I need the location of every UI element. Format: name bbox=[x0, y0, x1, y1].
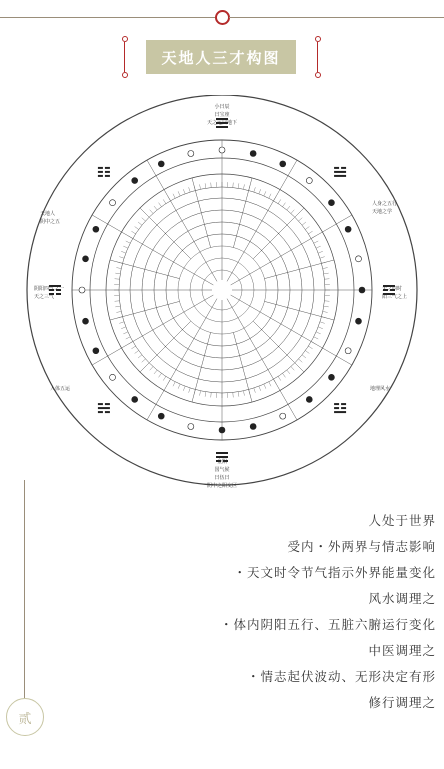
left-label-2: 阴中之五 bbox=[40, 219, 61, 225]
spoke-line bbox=[92, 295, 213, 365]
tick-mark bbox=[299, 359, 303, 362]
trigram-bar bbox=[216, 456, 228, 458]
moon-phase-icon bbox=[110, 200, 116, 206]
tick-mark bbox=[233, 183, 234, 188]
moon-phase-icon bbox=[280, 161, 286, 167]
tick-mark bbox=[324, 301, 329, 302]
tick-mark bbox=[163, 376, 166, 380]
tick-mark bbox=[316, 246, 321, 248]
moon-phase-icon bbox=[219, 147, 225, 153]
tick-mark bbox=[138, 222, 142, 225]
tick-mark bbox=[121, 327, 126, 329]
text-line: ・情志起伏波动、无形决定有形 bbox=[246, 669, 436, 684]
tick-mark bbox=[238, 392, 239, 397]
tick-mark bbox=[163, 199, 166, 203]
tick-mark bbox=[116, 311, 121, 312]
tick-mark bbox=[308, 346, 312, 349]
spoke-line bbox=[231, 215, 352, 285]
left-label-3: 阴阳四气之一 bbox=[34, 286, 65, 292]
tick-mark bbox=[115, 273, 120, 274]
trigram-bar bbox=[98, 411, 103, 413]
tick-mark bbox=[259, 386, 261, 391]
tick-mark bbox=[150, 367, 153, 371]
right-label-3: 天之四时 bbox=[382, 286, 403, 292]
trigram-bar bbox=[216, 126, 228, 128]
tick-mark bbox=[126, 241, 130, 243]
tick-mark bbox=[200, 184, 201, 189]
tick-mark bbox=[233, 392, 234, 397]
spoke-line bbox=[147, 299, 217, 420]
tick-mark bbox=[142, 359, 146, 362]
tick-mark bbox=[194, 186, 195, 191]
tick-mark bbox=[189, 388, 191, 393]
moon-phase-icon bbox=[93, 226, 99, 232]
tick-mark bbox=[299, 218, 303, 221]
left-label-4: 天之三气 bbox=[34, 294, 55, 300]
tick-mark bbox=[264, 191, 266, 196]
tick-mark bbox=[189, 187, 191, 192]
section-number: 贰 bbox=[18, 711, 32, 727]
text-line: 中医调理之 bbox=[368, 643, 436, 658]
spoke-line bbox=[227, 299, 297, 420]
tick-mark bbox=[295, 214, 299, 218]
tick-mark bbox=[168, 379, 171, 383]
bottom-label-4: 阴中之阳交区 bbox=[206, 483, 238, 489]
tick-mark bbox=[274, 379, 277, 383]
moon-phase-icon bbox=[158, 413, 164, 419]
tick-mark bbox=[142, 218, 146, 221]
tick-mark bbox=[283, 203, 286, 207]
tick-mark bbox=[126, 337, 130, 339]
tick-mark bbox=[291, 210, 294, 214]
trigram-bar bbox=[56, 293, 61, 295]
tick-mark bbox=[211, 392, 212, 397]
tick-mark bbox=[135, 351, 139, 354]
tick-mark bbox=[254, 388, 256, 393]
trigram-bar bbox=[334, 403, 339, 405]
tick-mark bbox=[211, 183, 212, 188]
tick-mark bbox=[131, 231, 135, 234]
tick-mark bbox=[154, 206, 157, 210]
tick-mark bbox=[119, 322, 124, 324]
tick-mark bbox=[320, 322, 325, 324]
top-divider-left bbox=[0, 17, 215, 18]
text-line: 受内・外两界与情志影响 bbox=[287, 539, 436, 554]
tick-mark bbox=[324, 306, 329, 307]
tick-mark bbox=[283, 373, 286, 377]
trigram-bar bbox=[105, 403, 110, 405]
bottom-label-1: 金阳 bbox=[216, 459, 228, 465]
tick-mark bbox=[314, 241, 318, 243]
trigram-bar bbox=[334, 411, 346, 413]
three-talents-diagram bbox=[0, 95, 444, 495]
section-badge bbox=[6, 698, 44, 736]
tick-mark bbox=[249, 389, 250, 394]
tick-mark bbox=[318, 327, 323, 329]
tick-mark bbox=[254, 187, 256, 192]
trigram-bar bbox=[98, 171, 103, 173]
tick-mark bbox=[311, 236, 315, 239]
spoke-line bbox=[92, 215, 213, 285]
trigram-bar bbox=[105, 411, 110, 413]
tick-mark bbox=[154, 370, 157, 374]
tick-mark bbox=[302, 355, 306, 358]
tick-mark bbox=[278, 199, 281, 203]
title-decoration-right bbox=[315, 36, 321, 78]
tick-mark bbox=[115, 306, 120, 307]
bottom-label-3: 曰伍曰 bbox=[214, 475, 230, 481]
tick-mark bbox=[159, 373, 162, 377]
trigram-bar bbox=[341, 403, 346, 405]
tick-mark bbox=[146, 363, 150, 367]
top-divider-circle-icon bbox=[215, 10, 230, 25]
right-label-4: 阳三气之上 bbox=[382, 294, 408, 300]
tick-mark bbox=[321, 317, 326, 318]
tick-mark bbox=[121, 251, 126, 253]
moon-phase-icon bbox=[79, 287, 85, 293]
moon-phase-icon bbox=[188, 423, 194, 429]
tick-mark bbox=[178, 384, 180, 389]
moon-phase-icon bbox=[328, 374, 334, 380]
trigram-bar bbox=[105, 167, 110, 169]
moon-phase-icon bbox=[83, 318, 89, 324]
moon-phase-icon bbox=[359, 287, 365, 293]
left-label-1: 天地人 bbox=[40, 211, 56, 217]
tick-mark bbox=[119, 257, 124, 259]
tick-mark bbox=[115, 279, 120, 280]
tick-mark bbox=[138, 355, 142, 358]
moon-phase-icon bbox=[219, 427, 225, 433]
text-line: 修行调理之 bbox=[368, 695, 436, 710]
tick-mark bbox=[249, 186, 250, 191]
text-line: 人处于世界 bbox=[368, 513, 436, 528]
tick-mark bbox=[316, 332, 321, 334]
trigram-bar bbox=[98, 407, 110, 409]
tick-mark bbox=[128, 342, 132, 345]
tick-mark bbox=[259, 189, 261, 194]
tick-mark bbox=[150, 210, 153, 214]
tick-mark bbox=[168, 196, 171, 200]
trigram-bar bbox=[334, 407, 339, 409]
tick-mark bbox=[135, 227, 139, 230]
description-text bbox=[220, 508, 436, 716]
moon-phase-icon bbox=[132, 396, 138, 402]
trigram-bar bbox=[98, 175, 103, 177]
tick-mark bbox=[173, 382, 175, 386]
tick-mark bbox=[131, 346, 135, 349]
moon-phase-icon bbox=[158, 161, 164, 167]
tick-mark bbox=[320, 257, 325, 259]
tick-mark bbox=[278, 376, 281, 380]
right-label-5: 地理风水 bbox=[370, 386, 391, 392]
page-title: 天地人三才构图 bbox=[161, 48, 281, 67]
tick-mark bbox=[324, 273, 329, 274]
top-divider-right bbox=[229, 17, 444, 18]
moon-phase-icon bbox=[188, 151, 194, 157]
tick-mark bbox=[287, 206, 290, 210]
tick-mark bbox=[115, 301, 120, 302]
tick-mark bbox=[118, 317, 123, 318]
moon-phase-icon bbox=[345, 348, 351, 354]
tick-mark bbox=[274, 196, 277, 200]
tick-mark bbox=[118, 262, 123, 263]
trigram-bar bbox=[216, 452, 228, 454]
tick-mark bbox=[146, 214, 150, 218]
moon-phase-icon bbox=[132, 178, 138, 184]
moon-phase-icon bbox=[306, 178, 312, 184]
tick-mark bbox=[291, 367, 294, 371]
tick-mark bbox=[123, 332, 128, 334]
tick-mark bbox=[238, 183, 239, 188]
trigram-bar bbox=[334, 171, 346, 173]
tick-mark bbox=[173, 194, 175, 198]
tick-mark bbox=[194, 389, 195, 394]
text-line: ・天文时令节气指示外界能量变化 bbox=[233, 565, 436, 580]
right-label-1: 人身之五行 bbox=[372, 201, 398, 207]
moon-phase-icon bbox=[306, 396, 312, 402]
moon-phase-icon bbox=[355, 318, 361, 324]
tick-mark bbox=[178, 191, 180, 196]
tick-mark bbox=[287, 370, 290, 374]
trigram-bar bbox=[105, 171, 110, 173]
tick-mark bbox=[295, 363, 299, 367]
tick-mark bbox=[305, 351, 309, 354]
trigram-bar bbox=[334, 175, 346, 177]
moon-phase-icon bbox=[250, 423, 256, 429]
moon-phase-icon bbox=[110, 374, 116, 380]
top-label-2: 曰宝座 bbox=[214, 112, 230, 118]
tick-mark bbox=[243, 391, 244, 396]
title-banner bbox=[146, 40, 296, 74]
moon-phase-icon bbox=[345, 226, 351, 232]
left-vertical-divider bbox=[24, 480, 25, 698]
tick-mark bbox=[269, 194, 271, 198]
tick-mark bbox=[314, 337, 318, 339]
text-line: 风水调理之 bbox=[368, 591, 436, 606]
tick-mark bbox=[318, 251, 323, 253]
tick-mark bbox=[183, 386, 185, 391]
tick-mark bbox=[116, 268, 121, 269]
moon-phase-icon bbox=[355, 256, 361, 262]
tick-mark bbox=[205, 183, 206, 188]
trigram-bar bbox=[105, 175, 110, 177]
tick-mark bbox=[269, 382, 271, 386]
spoke-line bbox=[147, 160, 217, 281]
tick-mark bbox=[323, 311, 328, 312]
tick-mark bbox=[323, 268, 328, 269]
tick-mark bbox=[243, 184, 244, 189]
moon-phase-icon bbox=[280, 413, 286, 419]
left-label-5: 人体五运 bbox=[50, 386, 71, 392]
tick-mark bbox=[128, 236, 132, 239]
trigram-bar bbox=[341, 167, 346, 169]
tick-mark bbox=[308, 231, 312, 234]
trigram-bar bbox=[341, 407, 346, 409]
top-label-3: 天之运曰地下 bbox=[206, 120, 238, 126]
trigram-bar bbox=[334, 167, 339, 169]
tick-mark bbox=[324, 279, 329, 280]
tick-mark bbox=[123, 246, 128, 248]
tick-mark bbox=[321, 262, 326, 263]
tick-mark bbox=[305, 227, 309, 230]
moon-phase-icon bbox=[93, 348, 99, 354]
tick-mark bbox=[302, 222, 306, 225]
text-line: ・体内阴阳五行、五脏六腑运行变化 bbox=[219, 617, 436, 632]
trigram-bar bbox=[98, 167, 103, 169]
tick-mark bbox=[200, 391, 201, 396]
tick-mark bbox=[205, 392, 206, 397]
moon-phase-icon bbox=[250, 151, 256, 157]
tick-mark bbox=[159, 203, 162, 207]
spoke-line bbox=[231, 295, 352, 365]
title-decoration-left bbox=[122, 36, 128, 78]
spoke-line bbox=[227, 160, 297, 281]
top-label-1: 小曰辰 bbox=[214, 104, 230, 110]
right-label-2: 天地之学 bbox=[372, 209, 393, 215]
tick-mark bbox=[264, 384, 266, 389]
trigram-bar bbox=[98, 403, 103, 405]
moon-phase-icon bbox=[328, 200, 334, 206]
tick-mark bbox=[311, 342, 315, 345]
tick-mark bbox=[183, 189, 185, 194]
moon-phase-icon bbox=[83, 256, 89, 262]
bottom-label-2: 国气候 bbox=[214, 467, 230, 473]
